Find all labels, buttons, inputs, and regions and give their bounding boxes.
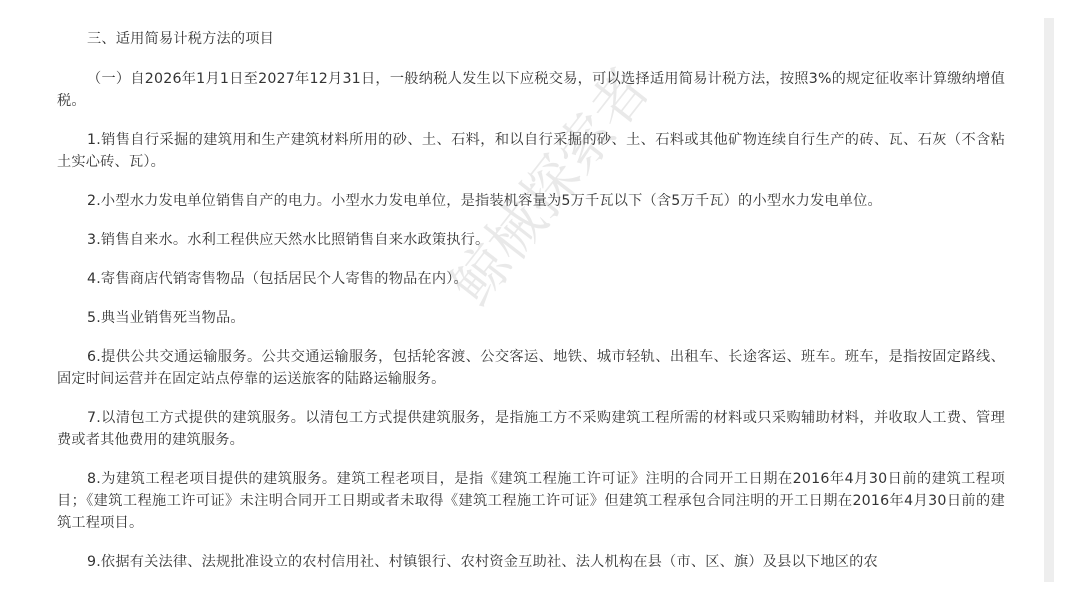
list-item: 2.小型水力发电单位销售自产的电力。小型水力发电单位，是指装机容量为5万千瓦以下（含5万千瓦）的小型水力发电单位。 <box>87 193 882 209</box>
scrollbar-track[interactable] <box>1044 18 1054 586</box>
list-item: 8.为建筑工程老项目提供的建筑服务。建筑工程老项目，是指《建筑工程施工许可证》注明的合同开工日期在2016年4月30日前的建筑工程项目；《建筑工程施工许可证》未注明合同开工日期或者未取得《建筑工程施工许可证》但建筑工程承包合同注明的开工日期在2016年4月30日前的建筑工程项目。 <box>57 471 1005 531</box>
list-item: 1.销售自行采掘的建筑用和生产建筑材料所用的砂、土、石料，和以自行采掘的砂、土、石料或其他矿物连续自行生产的砖、瓦、石灰（不含粘土实心砖、瓦）。 <box>57 132 1005 170</box>
section-heading: 三、适用简易计税方法的项目 <box>87 31 275 47</box>
list-item: 4.寄售商店代销寄售物品（包括居民个人寄售的物品在内）。 <box>87 271 468 287</box>
watermark-text: 鲸械探索者 <box>439 56 664 318</box>
list-item: 9.依据有关法律、法规批准设立的农村信用社、村镇银行、农村资金互助社、法人机构在县（市、区、旗）及县以下地区的农 <box>87 554 878 570</box>
document-body <box>57 28 1005 582</box>
list-item: 3.销售自来水。水利工程供应天然水比照销售自来水政策执行。 <box>87 232 490 248</box>
intro-paragraph: （一）自2026年1月1日至2027年12月31日，一般纳税人发生以下应税交易，可以选择适用简易计税方法，按照3%的规定征收率计算缴纳增值税。 <box>57 71 1005 109</box>
bottom-margin <box>0 582 1080 608</box>
list-item: 5.典当业销售死当物品。 <box>87 310 245 326</box>
list-item: 6.提供公共交通运输服务。公共交通运输服务，包括轮客渡、公交客运、地铁、城市轻轨、出租车、长途客运、班车。班车，是指按固定路线、固定时间运营并在固定站点停靠的运送旅客的陆路运输服务。 <box>57 349 1005 387</box>
list-item: 7.以清包工方式提供的建筑服务。以清包工方式提供建筑服务，是指施工方不采购建筑工程所需的材料或只采购辅助材料，并收取人工费、管理费或者其他费用的建筑服务。 <box>57 410 1005 448</box>
